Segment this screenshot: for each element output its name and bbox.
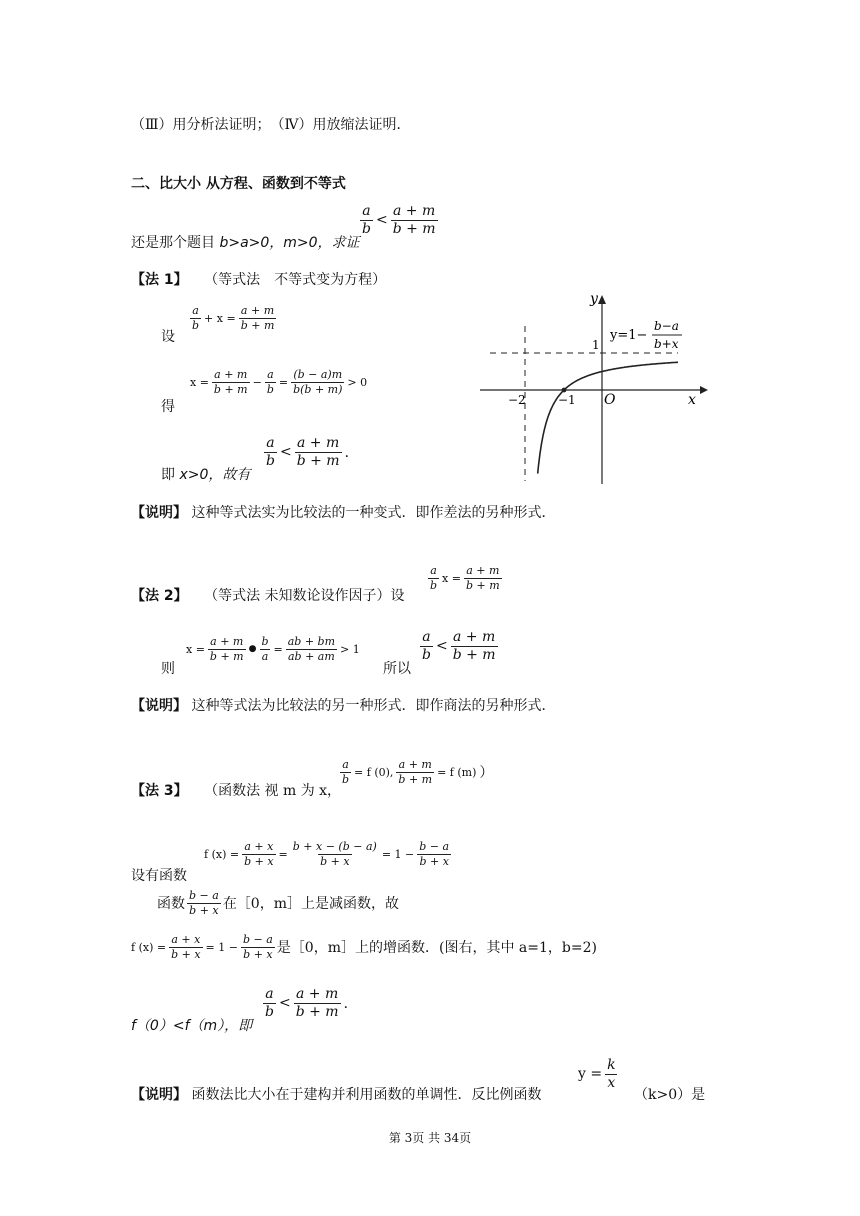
method2-derivation: x = $\frac{a + m}{b + m}$ ● $\frac{b}{a}$ = $\frac{ab + bm}{ab + am}$ > 1 bbox=[186, 635, 360, 663]
function-curve bbox=[538, 362, 678, 473]
curve-label-den: b+x bbox=[654, 337, 679, 351]
dec-text: 在［0，m］上是减函数，故 bbox=[222, 896, 399, 913]
problem-statement bbox=[131, 232, 360, 252]
page-footer: 第 3页 共 34页 bbox=[388, 1131, 472, 1145]
note1 bbox=[131, 502, 555, 522]
method1-conclusion-formula: $\frac{a}{b}$ < $\frac{a + m}{b + m}$ ． bbox=[266, 435, 359, 469]
y-axis-label: y bbox=[590, 291, 598, 307]
y-axis-arrow bbox=[598, 295, 606, 304]
note3 bbox=[131, 1084, 541, 1104]
func-definition: f (x) = $\frac{a + x}{b + x}$ = $\frac{b + x - (b - a)}{b + x}$ = 1 − $\frac{b - a}{b + x}$ bbox=[204, 840, 450, 868]
method1-conclusion: 即 x>0，故有 bbox=[161, 467, 251, 483]
method3-desc: （函数法 视 m 为 x， bbox=[204, 783, 342, 799]
method2-equation: $\frac{a}{b}$ x = $\frac{a + m}{b + m}$ bbox=[430, 564, 500, 592]
final-formula: $\frac{a}{b}$ < $\frac{a + m}{b + m}$ ． bbox=[265, 986, 358, 1020]
method3-mapping: $\frac{a}{b}$ = f (0), $\frac{a + m}{b + m}$ = f (m) ） bbox=[342, 758, 494, 786]
method1-set: 设 bbox=[161, 329, 175, 345]
method2-heading bbox=[131, 585, 405, 605]
x-axis-arrow bbox=[700, 386, 708, 394]
decreasing-line: 函数 $\frac{b - a}{b + x}$ 在［0，m］上是减函数，故 bbox=[157, 889, 399, 917]
method1-get: 得 bbox=[161, 399, 175, 415]
curve-label-prefix: y=1− bbox=[610, 328, 648, 343]
note1-text: 这种等式法实为比较法的一种变式．即作差法的另种形式． bbox=[187, 505, 556, 521]
method1-label: 【法 1】 bbox=[131, 272, 188, 288]
inc-text: 是［0，m］上的增函数．(图右，其中 a=1，b=2) bbox=[276, 940, 597, 957]
problem-prefix: 还是那个题目 bbox=[131, 235, 220, 251]
method2-desc: （等式法 未知数论设作因子）设 bbox=[204, 588, 405, 604]
curve-label-num: b−a bbox=[654, 319, 679, 333]
method1-heading bbox=[131, 269, 386, 289]
problem-goal-formula: $\frac{a}{b}$ < $\frac{a + m}{b + m}$ bbox=[362, 203, 436, 237]
problem-condition: b>a>0，m>0，求证 bbox=[219, 235, 360, 251]
note3-formula: y = $\frac{k}{x}$ bbox=[578, 1057, 616, 1091]
tick-label-minus2: −2 bbox=[508, 393, 526, 407]
note3-tail: （k>0）是 bbox=[634, 1087, 706, 1103]
note2 bbox=[131, 695, 555, 715]
note3-text: 函数法比大小在于建构并利用函数的单调性．反比例函数 bbox=[187, 1087, 542, 1103]
method2-so: 所以 bbox=[383, 661, 411, 677]
note1-label: 【说明】 bbox=[131, 505, 187, 521]
dec-prefix: 函数 bbox=[157, 896, 185, 913]
method2-then: 则 bbox=[161, 661, 175, 677]
tick-label-1: 1 bbox=[592, 338, 600, 352]
increasing-line: f (x) = $\frac{a + x}{b + x}$ = 1 − $\frac{b - a}{b + x}$ 是［0，m］上的增函数．(图右，其中 a=1，b=2) bbox=[131, 933, 597, 961]
method3-label: 【法 3】 bbox=[131, 783, 188, 799]
section-title: 二、比大小 从方程、函数到不等式 bbox=[131, 176, 346, 192]
method2-label: 【法 2】 bbox=[131, 588, 188, 604]
note2-text: 这种等式法为比较法的另一种形式．即作商法的另种形式． bbox=[187, 698, 556, 714]
final-text: f（0）<f（m），即 bbox=[131, 1018, 253, 1034]
method1-equation: $\frac{a}{b}$ + x = $\frac{a + m}{b + m}$ bbox=[192, 304, 275, 332]
method-list-line: （Ⅲ）用分析法证明； （Ⅳ）用放缩法证明． bbox=[131, 117, 411, 133]
tick-label-minus1: −1 bbox=[558, 393, 576, 407]
func-prefix: 设有函数 bbox=[131, 868, 187, 884]
note2-label: 【说明】 bbox=[131, 698, 187, 714]
function-graph bbox=[478, 291, 710, 485]
method3-heading bbox=[131, 780, 341, 800]
note3-label: 【说明】 bbox=[131, 1087, 187, 1103]
method1-desc: （等式法 不等式变为方程） bbox=[204, 272, 387, 288]
x-intercept-point bbox=[562, 388, 567, 393]
x-axis-label: x bbox=[688, 392, 696, 408]
origin-label: O bbox=[604, 392, 616, 408]
method1-derivation: x = $\frac{a + m}{b + m}$ − $\frac{a}{b}$ = $\frac{(b - a)m}{b(b + m)}$ > 0 bbox=[190, 368, 368, 396]
method2-conclusion-formula: $\frac{a}{b}$ < $\frac{a + m}{b + m}$ bbox=[422, 629, 496, 663]
